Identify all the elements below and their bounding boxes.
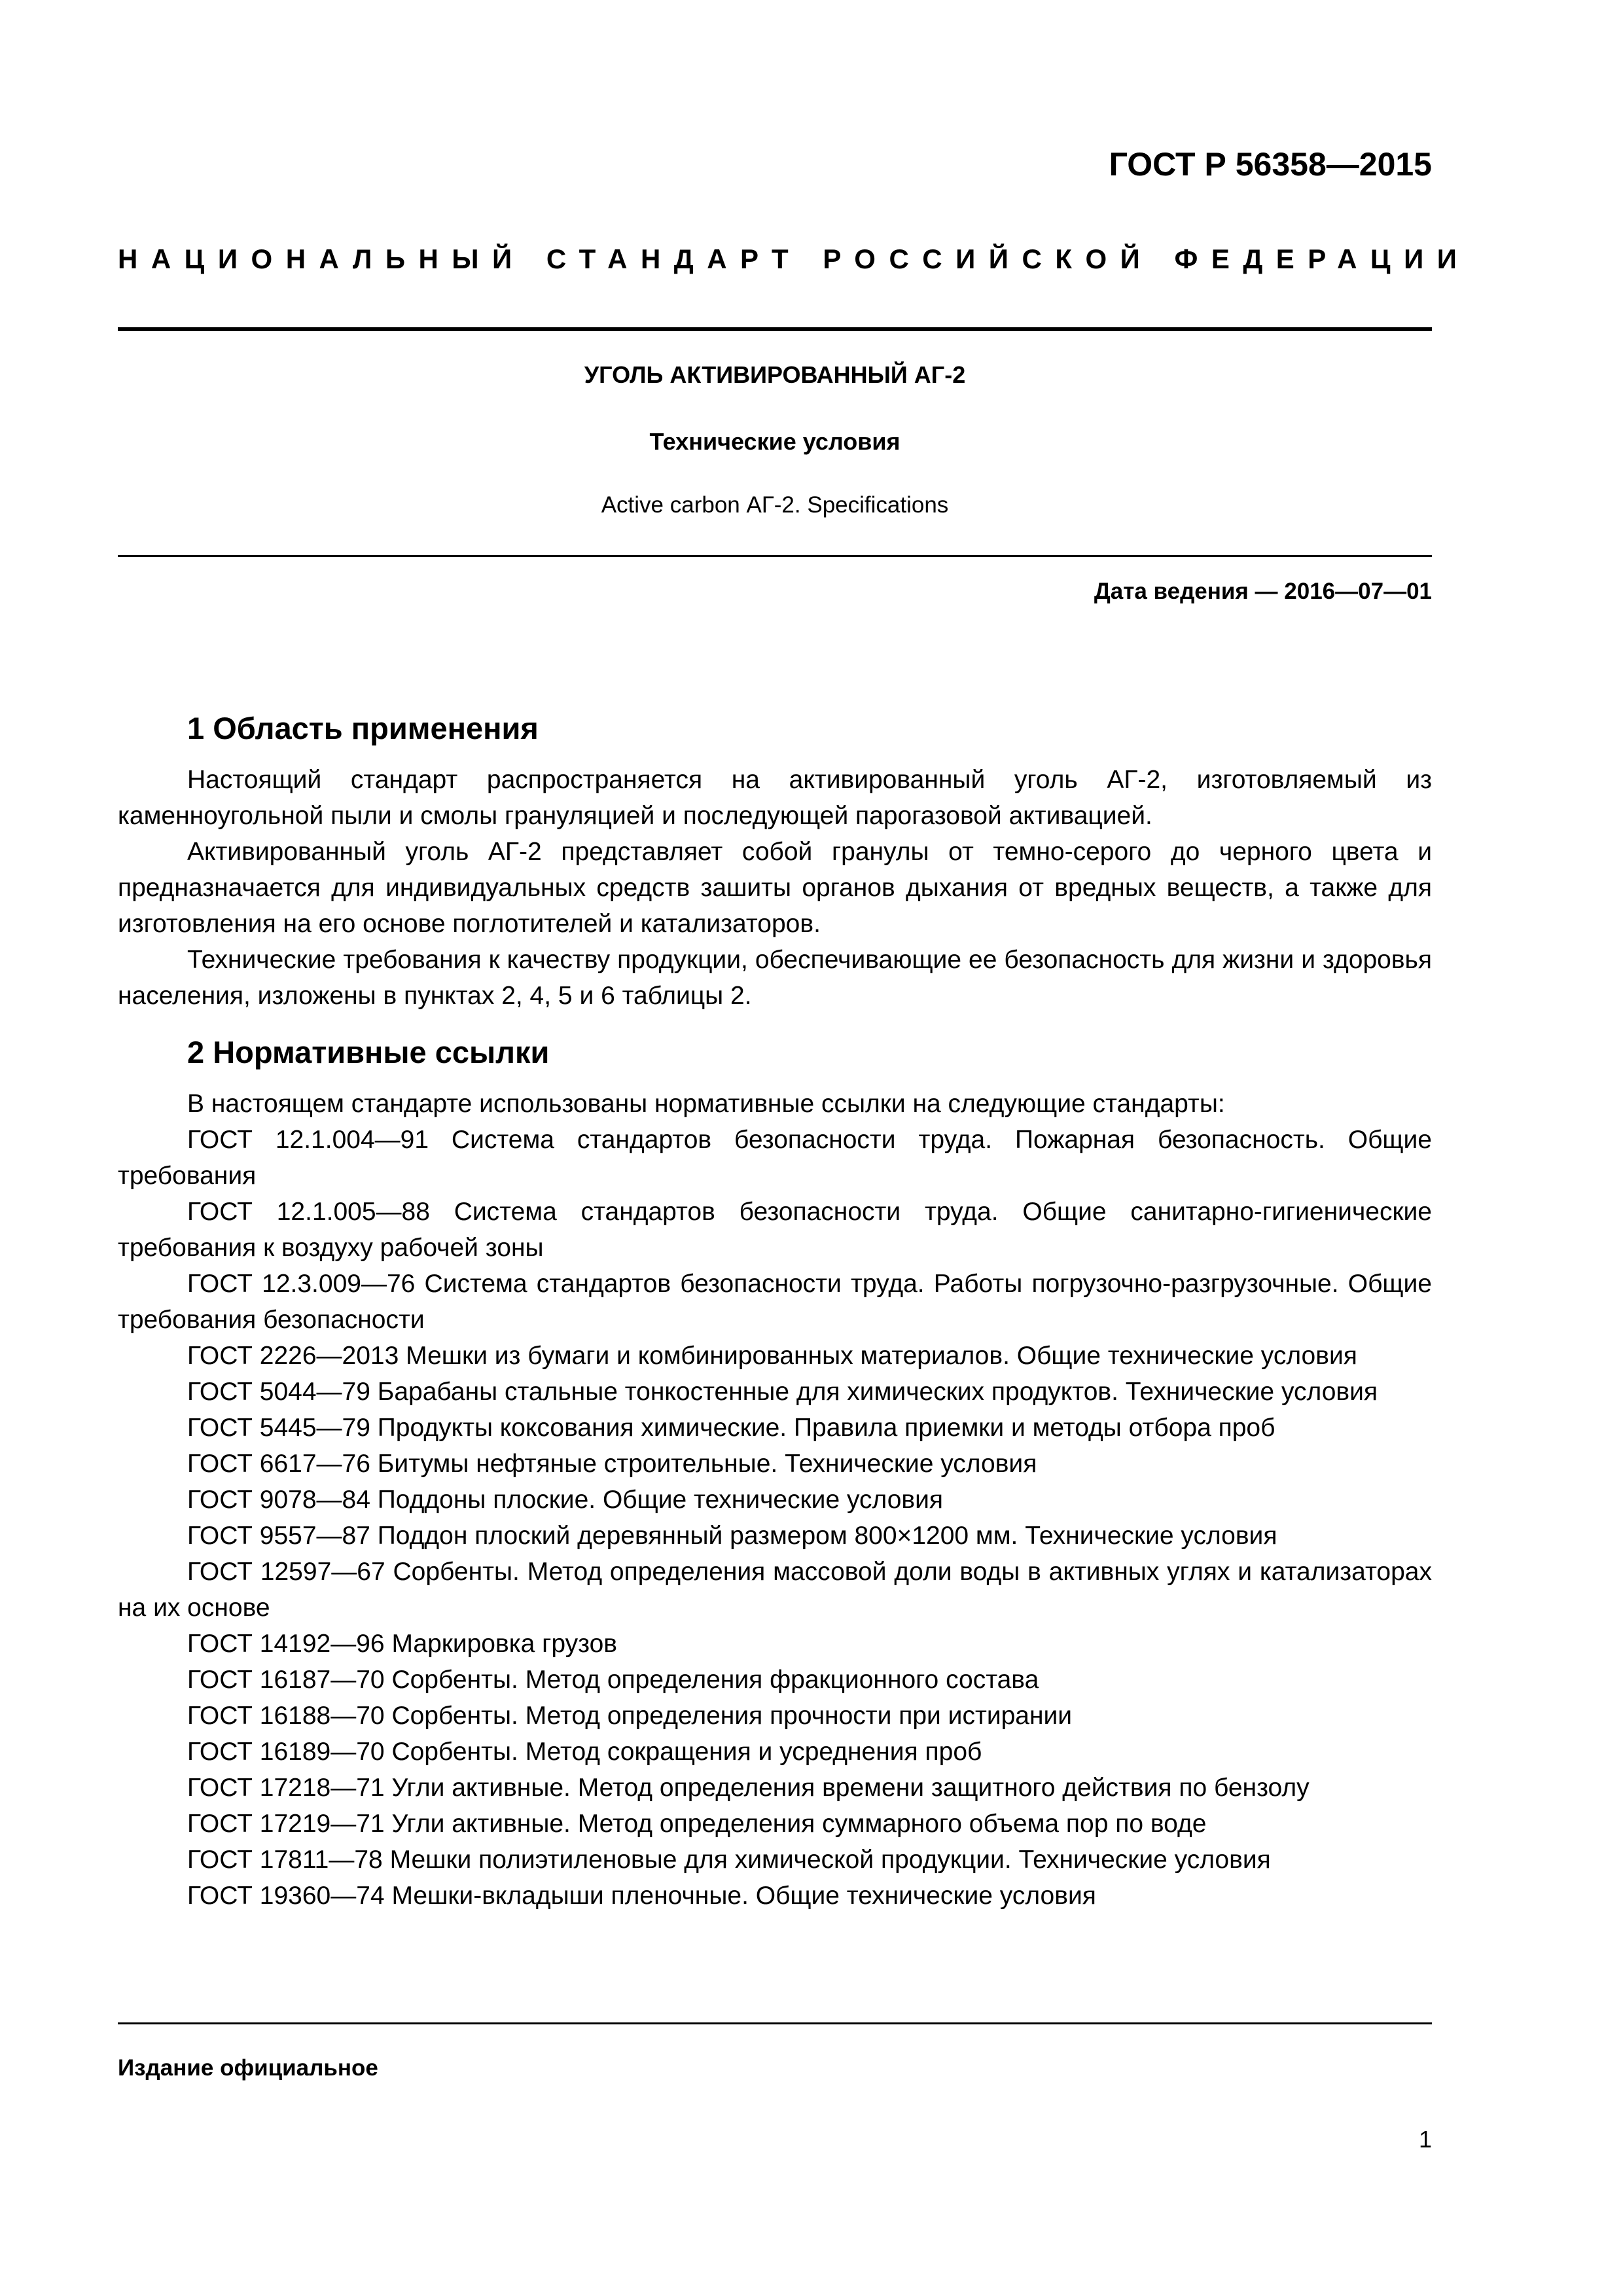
official-edition-label: Издание официальное bbox=[118, 2055, 378, 2081]
section-2-intro: В настоящем стандарте использованы нормативные ссылки на следующие стандарты: bbox=[187, 1090, 1225, 1118]
reference-item: ГОСТ 5044—79 Барабаны стальные тонкостенные для химических продуктов. Технические условия bbox=[187, 1378, 1378, 1406]
reference-item: ГОСТ 17811—78 Мешки полиэтиленовые для химической продукции. Технические условия bbox=[187, 1846, 1271, 1874]
reference-item: ГОСТ 12.3.009—76 Система стандартов безопасности труда. Работы погрузочно-разгрузочные. Общие требования безопасности bbox=[118, 1270, 1432, 1334]
reference-item: ГОСТ 2226—2013 Мешки из бумаги и комбинированных материалов. Общие технические условия bbox=[187, 1342, 1357, 1370]
reference-item: ГОСТ 16189—70 Сорбенты. Метод сокращения и усреднения проб bbox=[187, 1738, 982, 1766]
section-1-heading: 1 Область применения bbox=[187, 711, 539, 745]
normative-references-list bbox=[118, 1122, 1432, 1914]
header-divider bbox=[118, 327, 1432, 331]
reference-item: ГОСТ 6617—76 Битумы нефтяные строительные. Технические условия bbox=[187, 1450, 1037, 1478]
reference-item: ГОСТ 19360—74 Мешки-вкладыши пленочные. Общие технические условия bbox=[187, 1882, 1096, 1910]
document-title: УГОЛЬ АКТИВИРОВАННЫЙ АГ-2 bbox=[584, 361, 966, 388]
section-1-paragraph: Технические требования к качеству продукции, обеспечивающие ее безопасность для жизни и здоровья населения, изложены в пунктах 2, 4, 5 и 6 таблицы 2. bbox=[118, 946, 1432, 1010]
reference-item: ГОСТ 5445—79 Продукты коксования химические. Правила приемки и методы отбора проб bbox=[187, 1414, 1275, 1442]
document-subtitle: Технические условия bbox=[649, 428, 901, 455]
section-1-paragraph: Активированный уголь АГ-2 представляет собой гранулы от темно-серого до черного цвета и предназначается для индивидуальных средств зашиты органов дыхания от вредных веществ, а также для изготовления на его основе поглотителей и катализаторов. bbox=[118, 838, 1432, 938]
reference-item: ГОСТ 12.1.004—91 Система стандартов безопасности труда. Пожарная безопасность. Общие требования bbox=[118, 1126, 1432, 1190]
english-title: Active carbon АГ-2. Specifications bbox=[601, 492, 949, 518]
reference-item: ГОСТ 17218—71 Угли активные. Метод определения времени защитного действия по бензолу bbox=[187, 1774, 1310, 1802]
reference-item: ГОСТ 16187—70 Сорбенты. Метод определения фракционного состава bbox=[187, 1666, 1039, 1694]
effective-date: Дата ведения — 2016—07—01 bbox=[1094, 579, 1432, 604]
reference-item: ГОСТ 9078—84 Поддоны плоские. Общие технические условия bbox=[187, 1486, 944, 1514]
page-number: 1 bbox=[1418, 2126, 1432, 2153]
standard-designation: ГОСТ Р 56358—2015 bbox=[1109, 146, 1432, 183]
reference-item: ГОСТ 17219—71 Угли активные. Метод определения суммарного объема пор по воде bbox=[187, 1810, 1207, 1838]
footer-divider bbox=[118, 2022, 1432, 2024]
reference-item: ГОСТ 12.1.005—88 Система стандартов безопасности труда. Общие санитарно-гигиенические требования к воздуху рабочей зоны bbox=[118, 1198, 1432, 1262]
reference-item: ГОСТ 16188—70 Сорбенты. Метод определения прочности при истирании bbox=[187, 1702, 1073, 1730]
title-divider bbox=[118, 555, 1432, 557]
reference-item: ГОСТ 14192—96 Маркировка грузов bbox=[187, 1630, 617, 1658]
reference-item: ГОСТ 12597—67 Сорбенты. Метод определения массовой доли воды в активных углях и катализаторах на их основе bbox=[118, 1558, 1432, 1622]
section-2-heading: 2 Нормативные ссылки bbox=[187, 1035, 550, 1069]
reference-item: ГОСТ 9557—87 Поддон плоский деревянный размером 800×1200 мм. Технические условия bbox=[187, 1522, 1277, 1550]
section-1-paragraph: Настоящий стандарт распространяется на активированный уголь АГ-2, изготовляемый из каменноугольной пыли и смолы грануляцией и последующей парогазовой активацией. bbox=[118, 766, 1432, 830]
main-content bbox=[118, 709, 1432, 1914]
national-standard-banner: НАЦИОНАЛЬНЫЙ СТАНДАРТ РОССИЙСКОЙ ФЕДЕРАЦИИ bbox=[118, 243, 1471, 274]
